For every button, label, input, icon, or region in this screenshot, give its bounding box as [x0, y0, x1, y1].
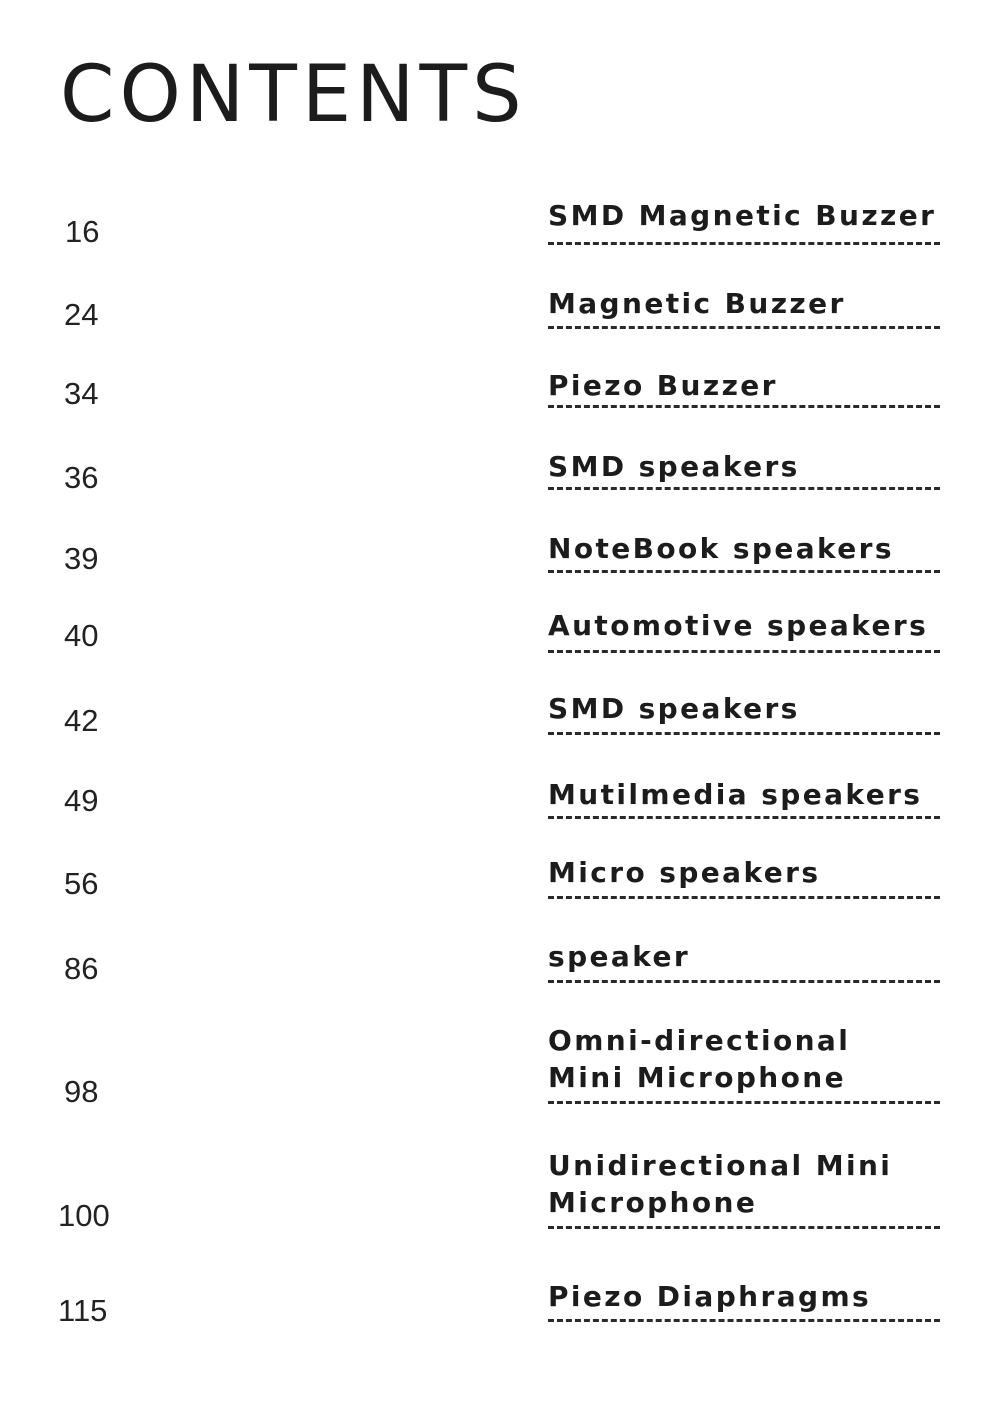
toc-page-number: 56	[64, 866, 99, 901]
toc-page-number: 49	[64, 783, 99, 818]
toc-entry-title: SMD speakers	[548, 692, 800, 725]
dotted-leader	[548, 896, 940, 899]
toc-entry-title: Automotive speakers	[548, 609, 929, 642]
toc-page-number: 40	[64, 618, 99, 653]
toc-page-number: 98	[64, 1074, 99, 1109]
toc-entry-title: speaker	[548, 940, 691, 973]
toc-page-number: 86	[64, 951, 99, 986]
toc-entry-title: SMD Magnetic Buzzer	[548, 199, 937, 232]
dotted-leader	[548, 326, 940, 329]
toc-page-number: 115	[58, 1293, 108, 1328]
dotted-leader	[548, 732, 940, 735]
toc-page-number: 24	[64, 297, 99, 332]
toc-entry-title: Piezo Diaphragms	[548, 1280, 872, 1313]
toc-page-number: 39	[64, 541, 99, 576]
toc-page-number: 100	[58, 1198, 110, 1233]
toc-entry-title: Omni-directional Mini Microphone	[548, 1024, 851, 1094]
toc-page-number: 34	[64, 376, 99, 411]
toc-entry-title: Mutilmedia speakers	[548, 778, 923, 811]
dotted-leader	[548, 405, 940, 408]
toc-entry-title: SMD speakers	[548, 450, 800, 483]
dotted-leader	[548, 980, 940, 983]
dotted-leader	[548, 1101, 940, 1104]
toc-entry-title: Magnetic Buzzer	[548, 287, 846, 320]
toc-entry-title: NoteBook speakers	[548, 532, 894, 565]
dotted-leader	[548, 487, 940, 490]
dotted-leader	[548, 650, 940, 653]
toc-entry-title: Micro speakers	[548, 856, 821, 889]
page-title: CONTENTS	[60, 50, 527, 140]
dotted-leader	[548, 1319, 940, 1322]
toc-page-number: 16	[65, 214, 100, 249]
dotted-leader	[548, 242, 940, 245]
toc-page-number: 42	[64, 703, 99, 738]
dotted-leader	[548, 570, 940, 573]
toc-entry-title: Unidirectional Mini Microphone	[548, 1149, 893, 1219]
toc-entry-title: Piezo Buzzer	[548, 369, 778, 402]
dotted-leader	[548, 816, 940, 819]
dotted-leader	[548, 1226, 940, 1229]
toc-page-number: 36	[64, 460, 99, 495]
